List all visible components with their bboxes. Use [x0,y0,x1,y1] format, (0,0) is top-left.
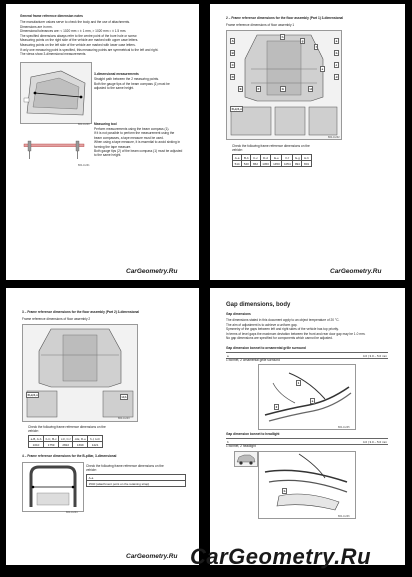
point-label: H [309,87,312,91]
section-title: 2 – Frame reference dimensions for the floor assembly (Part 1) 3-dimensional [226,16,344,20]
figure-label: 1 [297,381,300,385]
gap-row-value: 4.0 | 3.0 – 5.0 mm [362,439,387,444]
table-cell: 862 [251,161,260,167]
car-frame-diagram [21,63,91,123]
measuring-tool-title: Measuring tool [94,122,117,126]
table-cell: 2822 [59,442,73,448]
text-line: No gap dimensions are specified for components which cannot be adjusted. [226,336,333,341]
table-cell: c-F, C-f [59,436,73,442]
3d-measurement-figure [20,62,92,124]
reference-dimension-table [28,435,103,448]
check-text-2: vehicle: [28,429,39,433]
text-line: Symmetry of the gaps between left and right sides of the vehicle has top priority. [226,327,339,332]
point-label: h [281,35,284,39]
point-label: g [301,39,304,43]
gap-row-key: a [227,353,229,358]
figure-1-caption: B64-11295 [338,426,350,429]
figure-1-caption: B64-11290 [78,123,90,126]
bonnet-headlight-diagram [259,452,355,518]
section-1-items: 1 bonnet, 2 ornamental grille surround [226,358,280,362]
bpillar-table [86,474,186,487]
text-line: If it is not possible to perform the measurement using the [94,131,175,136]
table-cell: b-C, B-c [44,436,59,442]
manual-page-3 [6,288,199,565]
table-cell: 1759 [44,442,59,448]
table-cell: d-E, D-e [73,436,88,442]
bonnet-headlight-figure [258,451,356,519]
point-label: f [315,45,317,49]
text-line: The views show 3-dimensional measurements. [20,52,87,57]
point-label: E [239,87,242,91]
watermark-small: CarGeometry.Ru [126,553,178,560]
figure-label: b [283,489,286,493]
reference-dimension-table [232,154,312,167]
point-label: D,d,X,x [231,107,242,111]
figure-2-caption: B64-11296 [338,515,350,518]
manual-page-1 [6,4,199,280]
text-line: Both gauge tips (2) of the beam compass (1) must be adjusted [94,149,183,153]
text-line: The manufacturer values serve to check the body and the use of attachments. [20,20,131,24]
bpillar-diagram [23,463,83,511]
section-2-title: Gap dimension bonnet to headlight [226,432,280,436]
bpillar-header-cell: A-a [87,475,186,481]
text-line: to the same height. [94,153,122,158]
text-line: In terms of level gaps the maximum deviation between the front and rear door gap may be 1.0 mm. [226,331,366,336]
point-label: B [231,51,234,55]
section-subtitle: Frame reference dimensions of floor assembly 1 [226,23,295,27]
text-line: Dimensional tolerances are: < 1020 mm = ± 1 mm, > 1020 mm = ± 1.5 mm. [20,29,127,34]
watermark-large: CarGeometry.Ru [190,544,372,569]
3d-line-2: Both the gauge tips of the beam compass (1) must be [94,82,170,86]
bpillar-text-1: Check the following frame reference dimensions on the [86,464,164,468]
table-cell: G-g [293,155,302,161]
table-cell: 1699 [73,442,88,448]
bonnet-grille-diagram [259,365,355,429]
gap-row-key: b [227,439,229,444]
underbody-diagram [227,31,341,139]
table-cell: D-d [260,155,271,161]
table-value-row [29,442,103,448]
text-line: The dimensions stated in this document apply to an object temperature of 20 °C. [226,318,340,322]
point-label: F [257,87,260,91]
gap-row-value: 4.0 | 3.0 – 5.0 mm [362,353,387,358]
floor-assembly-figure [22,324,138,422]
text-line: Measuring points on the right side of the vehicle are marked with upper case letters. [20,38,139,43]
table-cell: 1054 [282,161,293,167]
point-label: a [335,39,338,43]
text-line: forming the tape measure. [94,144,132,149]
text-line: Dimensions are in mm. [20,24,53,29]
bpillar-title: 4 – Frame reference dimensions for the B-pillar, 3-dimensional [22,454,117,458]
text-line: The specified dimensions always refer to the centre point of the bore hole or screw. [20,33,138,38]
point-label: d [335,75,338,79]
table-cell: C-c [251,155,260,161]
beam-compass-diagram [20,126,90,166]
car-thumbnail-icon [235,452,257,466]
point-label: H,h [121,395,127,399]
point-label: G [281,87,284,91]
bpillar-text-2: vehicle: [86,468,97,472]
table-cell: 1010 [29,442,44,448]
text-line: When using a tape measure, it is essential to avoid sinking in [94,140,181,145]
point-label: C [231,63,234,67]
point-label: c [335,63,338,67]
table-cell: 994 [293,161,302,167]
point-label: D,d,X,x [27,393,38,397]
underbody-diagram [23,325,137,421]
manual-page-2 [210,4,405,280]
table-cell: 801 [302,161,311,167]
3d-measurement-title: 3-dimensional measurements [94,72,139,76]
text-line: The aim of adjustment is to achieve a uniform gap. [226,322,298,327]
table-cell: F-f [282,155,293,161]
beam-compass-figure [20,126,90,166]
floor-assembly-figure [226,30,342,140]
figure-label: a [311,399,314,403]
gap-dimensions-subtitle: Gap dimensions [226,312,251,316]
bpillar-value-cell: 1540 (attachment point on the retaining strap) [87,481,186,487]
figure-caption: B64-11293 [118,417,130,420]
watermark-small: CarGeometry.Ru [330,268,382,275]
manual-page-4 [210,288,405,565]
3d-line-3: adjusted to the same height. [94,86,135,90]
car-thumbnail [234,451,258,467]
page-title: Gap dimensions, body [226,302,291,308]
point-label: D [231,75,234,79]
table-cell: A-a [233,155,242,161]
point-label: b [335,51,338,55]
text-line: beam compasses, a tape measure must be used. [94,135,164,140]
check-text-2: vehicle: [232,148,243,152]
figure-2-caption: B64-11294 [66,511,78,514]
table-cell: 1450 [271,161,282,167]
table-cell: h-I, H-h [88,436,102,442]
table-cell: 514 [233,161,242,167]
text-line: If only one measuring point is specified, this measuring points are symmetrical to the left and right. [20,47,159,52]
figure-caption: B64-11292 [328,136,340,139]
bpillar-figure [22,462,84,512]
table-cell: E-e [271,155,282,161]
figure-2-caption: B64-11291 [78,164,90,167]
point-label: e [321,67,324,71]
point-label: A [231,39,234,43]
3d-line-1: Straight path between the 2 measuring points. [94,77,160,81]
check-text-1: Check the following frame reference dimensions on the [28,425,106,429]
text-line: Measuring points on the left side of the vehicle are marked with lower case letters. [20,43,136,47]
text-line: Perform measurements using the beam compass (1). [94,127,170,131]
bonnet-grille-figure [258,364,356,430]
notes-heading: General frame reference dimension notes [20,14,83,18]
figure-label: 2 [275,405,278,409]
table-cell: 1450 [260,161,271,167]
watermark-small: CarGeometry.Ru [126,268,178,275]
section-2-items: 1 bonnet, 2 headlight [226,444,256,448]
check-text-1: Check the following frame reference dimensions on the [232,144,310,148]
table-cell: a-B, A-b [29,436,44,442]
section-subtitle: Frame reference dimensions of floor assembly 2 [22,317,91,321]
table-cell: 520 [242,161,251,167]
table-cell: 1421 [88,442,102,448]
section-title: 3 – Frame reference dimensions for the floor assembly (Part 2) 3-dimensional [22,310,140,314]
table-cell: B-b [242,155,251,161]
table-cell: H-h [302,155,311,161]
section-1-title: Gap dimension bonnet to ornamental grille surround [226,346,306,350]
table-value-row [233,161,312,167]
